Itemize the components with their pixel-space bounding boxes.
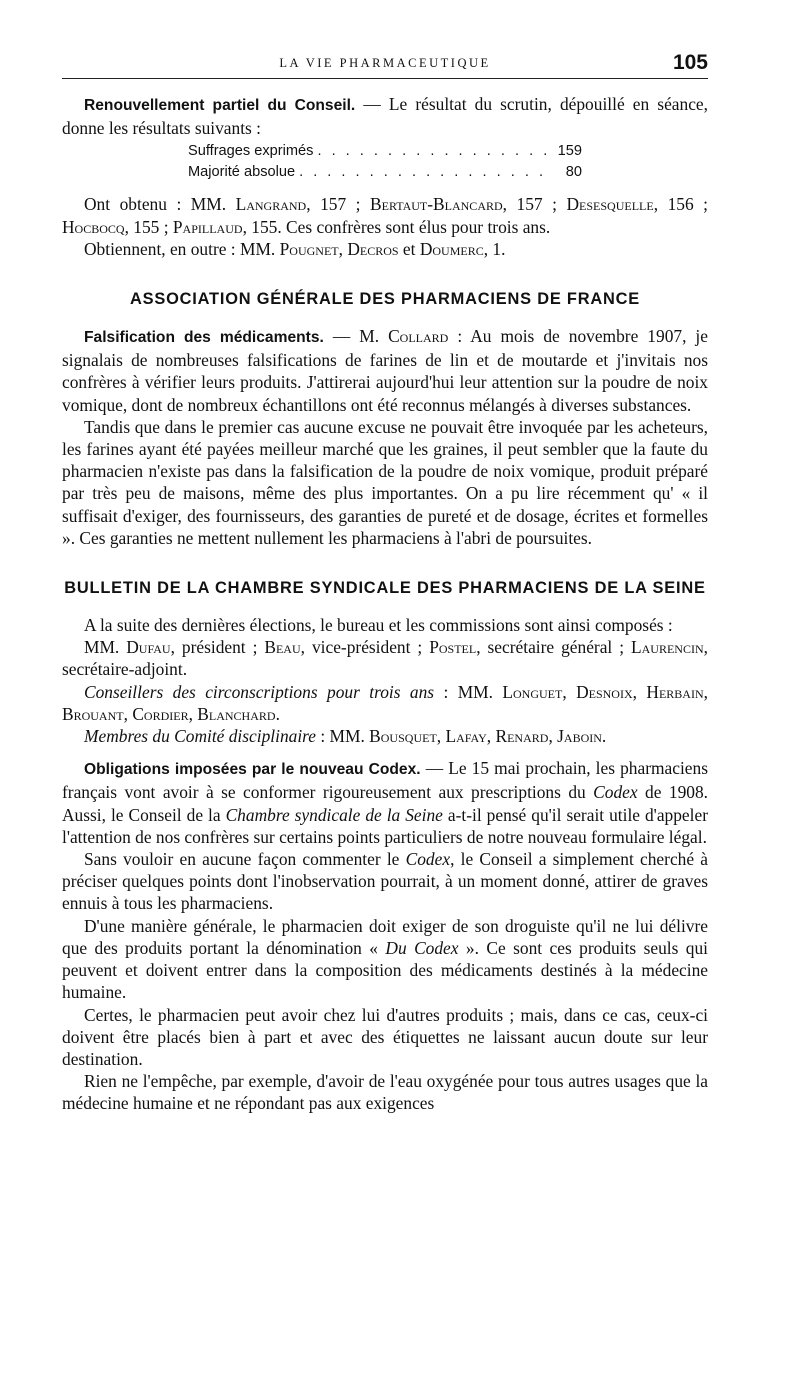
person-name: Jaboin <box>557 726 602 747</box>
person-name: Beau <box>264 637 301 658</box>
person-name: Brouant <box>62 703 124 724</box>
person-name: Hocbocq <box>62 216 125 237</box>
section-heading-bulletin: BULLETIN DE LA CHAMBRE SYNDICALE DES PHARMACIENS DE LA SEINE <box>64 579 706 598</box>
vote-row-suffrages: Suffrages exprimés . . . 159 <box>188 141 582 162</box>
rien-paragraph: Rien ne l'empêche, par exemple, d'avoir de l'eau oxygénée pour tous autres usages que la médecine humaine et ne répondant pas aux exigences <box>62 1071 708 1114</box>
person-name: Papillaud <box>172 216 243 237</box>
bureau-paragraph: MM. Dufau, président ; Beau, vice-président ; Postel, secrétaire général ; Laurencin, secrétaire-adjoint. <box>62 637 708 680</box>
section-heading-association: ASSOCIATION GÉNÉRALE DES PHARMACIENS DE FRANCE <box>129 290 641 309</box>
author-name: Collard <box>388 326 449 347</box>
maniere-generale-paragraph: D'une manière générale, le pharmacien doit exiger de son droguiste qu'il ne lui délivre que des produits portant la dénomination « Du Codex ». Ce sont ces produits seuls qui peuvent et doivent entrer dans la composition des médicaments destinés à la médecine humaine. <box>62 915 709 1003</box>
person-name: Laurencin <box>631 637 704 658</box>
person-name: Blanchard <box>197 703 276 724</box>
running-header <box>62 48 708 79</box>
comite-label: Membres du Comité disciplinaire <box>84 726 317 747</box>
comite-paragraph: Membres du Comité disciplinaire : MM. Bousquet, Lafay, Renard, Jaboin. <box>84 726 607 747</box>
person-name: Herbain <box>646 681 704 702</box>
sans-vouloir-paragraph: Sans vouloir en aucune façon commenter le Codex, le Conseil a simplement cherché à préciser quelques points dont l'inobservation pourrait, à un moment donné, attirer de graves ennuis à tous les pharmaciens. <box>62 849 709 914</box>
conseil-run-head: Renouvellement partiel du Conseil. <box>84 97 356 114</box>
person-name: Renard <box>495 726 549 747</box>
person-name: Longuet <box>502 681 563 702</box>
person-name: Postel <box>429 637 477 658</box>
person-name: Bertaut-Blancard <box>370 194 503 215</box>
person-name: Lafay <box>445 726 487 747</box>
codex-paragraph: Obligations imposées par le nouveau Codex. — Le 15 mai prochain, les pharmaciens français vont avoir à se conformer rigoureusement aux prescriptions du Codex de 1908. Aussi, le Conseil de la Chambre syndicale de la Seine a-t-il pensé qu'il serait utile d'appeler l'attention de nos confrères sur certains points particuliers de notre nouveau formulaire légal. <box>62 758 709 847</box>
elus-paragraph: Ont obtenu : MM. Langrand, 157 ; Bertaut-Blancard, 157 ; Desesquelle, 156 ; Hocbocq, 155 ; Papillaud, 155. Ces confrères sont élus pour trois ans. <box>62 194 708 237</box>
person-name: Langrand <box>235 194 307 215</box>
person-name: Desnoix <box>576 681 633 702</box>
conseil-intro: — Le résultat du scrutin, dépouillé en séance, donne les résultats suivants : <box>62 94 708 139</box>
person-name: Pougnet <box>279 238 339 259</box>
person-name: Doumerc <box>419 238 484 259</box>
person-name: Decros <box>347 238 399 259</box>
journal-page <box>62 48 708 1115</box>
certes-paragraph: Certes, le pharmacien peut avoir chez lui d'autres produits ; mais, dans ce cas, ceux-ci doivent être placés bien à part et avec des étiquettes ne laissant aucun doute sur leur destination. <box>62 1004 708 1069</box>
vote-row-majorite: Majorité absolue . . . 80 <box>188 162 582 183</box>
elections-paragraph: A la suite des dernières élections, le bureau et les commissions sont ainsi composés : <box>84 615 673 636</box>
vote-tally <box>188 141 582 183</box>
obtiennent-paragraph: Obtiennent, en outre : MM. Pougnet, Decros et Doumerc, 1. <box>84 238 506 259</box>
tandis-paragraph: Tandis que dans le premier cas aucune excuse ne pouvait être invoquée par les acheteurs, les farines ayant été payées meilleur marché que les graines, il peut sembler que la faute du pharmacien n'existe pas dans la falsification de la poudre de noix vomique, produit préparé par très peu de maisons, même des plus importantes. On a pu lire récemment qu' « il suffisait d'exiger, des fournisseurs, des garanties de pureté et de dosage, écrites et formelles ». Ces garanties ne mettent nullement les pharmaciens à l'abri de poursuites. <box>62 416 708 548</box>
page-number: 105 <box>672 51 708 74</box>
person-name: Dufau <box>126 637 171 658</box>
falsification-paragraph: Falsification des médicaments. — M. Collard : Au mois de novembre 1907, je signalais de nombreuses falsifications de farines de lin et de moutarde et j'invitais nos confrères à vérifier leurs produits. J'attirerai aujourd'hui leur attention sur la poudre de noix vomique, dont de nombreux échantillons ont été reconnus mélangés à diverses substances. <box>62 326 708 415</box>
conseillers-paragraph: Conseillers des circonscriptions pour trois ans : MM. Longuet, Desnoix, Herbain, Brouant, Cordier, Blanchard. <box>62 681 708 724</box>
person-name: Cordier <box>132 703 189 724</box>
codex-run-head: Obligations imposées par le nouveau Codex. <box>84 761 421 779</box>
falsification-run-head: Falsification des médicaments. <box>84 329 324 347</box>
person-name: Bousquet <box>369 726 437 747</box>
person-name: Desesquelle <box>566 194 654 215</box>
journal-title: LA VIE PHARMACEUTIQUE <box>279 56 491 70</box>
conseillers-label: Conseillers des circonscriptions pour trois ans <box>84 681 435 702</box>
conseil-paragraph <box>62 93 708 139</box>
